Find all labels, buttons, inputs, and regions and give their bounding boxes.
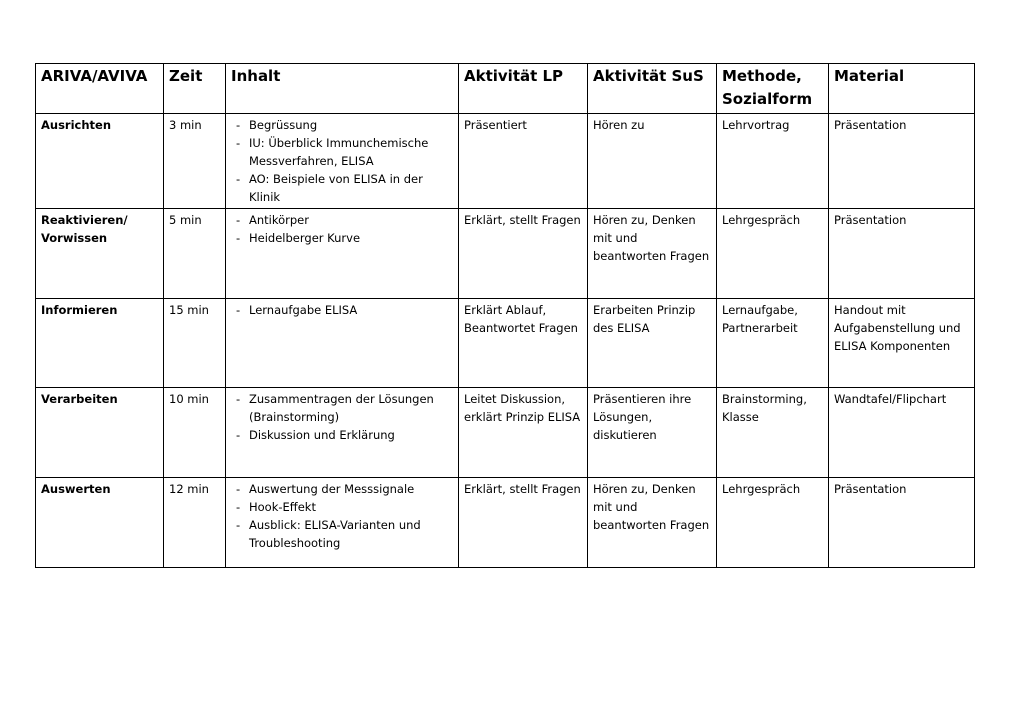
phase-cell: Informieren bbox=[36, 299, 164, 388]
phase-cell: Reaktivieren/ Vorwissen bbox=[36, 209, 164, 299]
list-item: - Diskussion und Erklärung bbox=[231, 426, 453, 444]
aktivitaet-lp-cell: Präsentiert bbox=[459, 114, 588, 209]
aktivitaet-sus-cell: Hören zu, Denken mit und beantworten Fragen bbox=[588, 209, 717, 299]
phase-cell: Verarbeiten bbox=[36, 388, 164, 478]
aktivitaet-sus-cell: Hören zu bbox=[588, 114, 717, 209]
inhalt-list bbox=[231, 301, 453, 319]
inhalt-cell bbox=[226, 209, 459, 299]
zeit-cell: 10 min bbox=[164, 388, 226, 478]
aktivitaet-sus-cell: Erarbeiten Prinzip des ELISA bbox=[588, 299, 717, 388]
inhalt-cell bbox=[226, 299, 459, 388]
inhalt-list bbox=[231, 390, 453, 444]
aktivitaet-lp-cell: Erklärt, stellt Fragen bbox=[459, 478, 588, 568]
material-cell: Präsentation bbox=[829, 114, 975, 209]
methode-cell: Lernaufgabe, Partnerarbeit bbox=[717, 299, 829, 388]
header-ariva: ARIVA/AVIVA bbox=[36, 64, 164, 114]
list-item: - Zusammentragen der Lösungen (Brainstorming) bbox=[231, 390, 453, 426]
methode-cell: Brainstorming, Klasse bbox=[717, 388, 829, 478]
aktivitaet-lp-cell: Erklärt, stellt Fragen bbox=[459, 209, 588, 299]
list-item: - Antikörper bbox=[231, 211, 453, 229]
header-inhalt: Inhalt bbox=[226, 64, 459, 114]
header-aktivitaet-lp: Aktivität LP bbox=[459, 64, 588, 114]
list-item: - Heidelberger Kurve bbox=[231, 229, 453, 247]
list-item: - Auswertung der Messsignale bbox=[231, 480, 453, 498]
inhalt-list bbox=[231, 211, 453, 247]
aktivitaet-lp-cell: Erklärt Ablauf, Beantwortet Fragen bbox=[459, 299, 588, 388]
phase-cell: Ausrichten bbox=[36, 114, 164, 209]
inhalt-cell bbox=[226, 114, 459, 209]
table-row bbox=[36, 114, 975, 209]
material-cell: Handout mit Aufgabenstellung und ELISA Komponenten bbox=[829, 299, 975, 388]
header-methode: Methode, Sozialform bbox=[717, 64, 829, 114]
inhalt-list bbox=[231, 480, 453, 552]
list-item: - AO: Beispiele von ELISA in der Klinik bbox=[231, 170, 453, 206]
table-header-row bbox=[36, 64, 975, 114]
material-cell: Präsentation bbox=[829, 478, 975, 568]
zeit-cell: 3 min bbox=[164, 114, 226, 209]
zeit-cell: 12 min bbox=[164, 478, 226, 568]
aktivitaet-sus-cell: Präsentieren ihre Lösungen, diskutieren bbox=[588, 388, 717, 478]
list-item: - IU: Überblick Immunchemische Messverfahren, ELISA bbox=[231, 134, 453, 170]
aktivitaet-lp-cell: Leitet Diskussion, erklärt Prinzip ELISA bbox=[459, 388, 588, 478]
list-item: - Ausblick: ELISA-Varianten und Troubleshooting bbox=[231, 516, 453, 552]
header-zeit: Zeit bbox=[164, 64, 226, 114]
table-row bbox=[36, 209, 975, 299]
zeit-cell: 15 min bbox=[164, 299, 226, 388]
methode-cell: Lehrvortrag bbox=[717, 114, 829, 209]
methode-cell: Lehrgespräch bbox=[717, 209, 829, 299]
list-item: - Begrüssung bbox=[231, 116, 453, 134]
inhalt-cell bbox=[226, 388, 459, 478]
aktivitaet-sus-cell: Hören zu, Denken mit und beantworten Fragen bbox=[588, 478, 717, 568]
material-cell: Wandtafel/Flipchart bbox=[829, 388, 975, 478]
list-item: - Hook-Effekt bbox=[231, 498, 453, 516]
inhalt-cell bbox=[226, 478, 459, 568]
list-item: - Lernaufgabe ELISA bbox=[231, 301, 453, 319]
header-aktivitaet-sus: Aktivität SuS bbox=[588, 64, 717, 114]
table-row bbox=[36, 388, 975, 478]
phase-cell: Auswerten bbox=[36, 478, 164, 568]
header-material: Material bbox=[829, 64, 975, 114]
zeit-cell: 5 min bbox=[164, 209, 226, 299]
table-row bbox=[36, 299, 975, 388]
table-row bbox=[36, 478, 975, 568]
inhalt-list bbox=[231, 116, 453, 206]
lesson-plan-table bbox=[35, 63, 975, 568]
methode-cell: Lehrgespräch bbox=[717, 478, 829, 568]
material-cell: Präsentation bbox=[829, 209, 975, 299]
